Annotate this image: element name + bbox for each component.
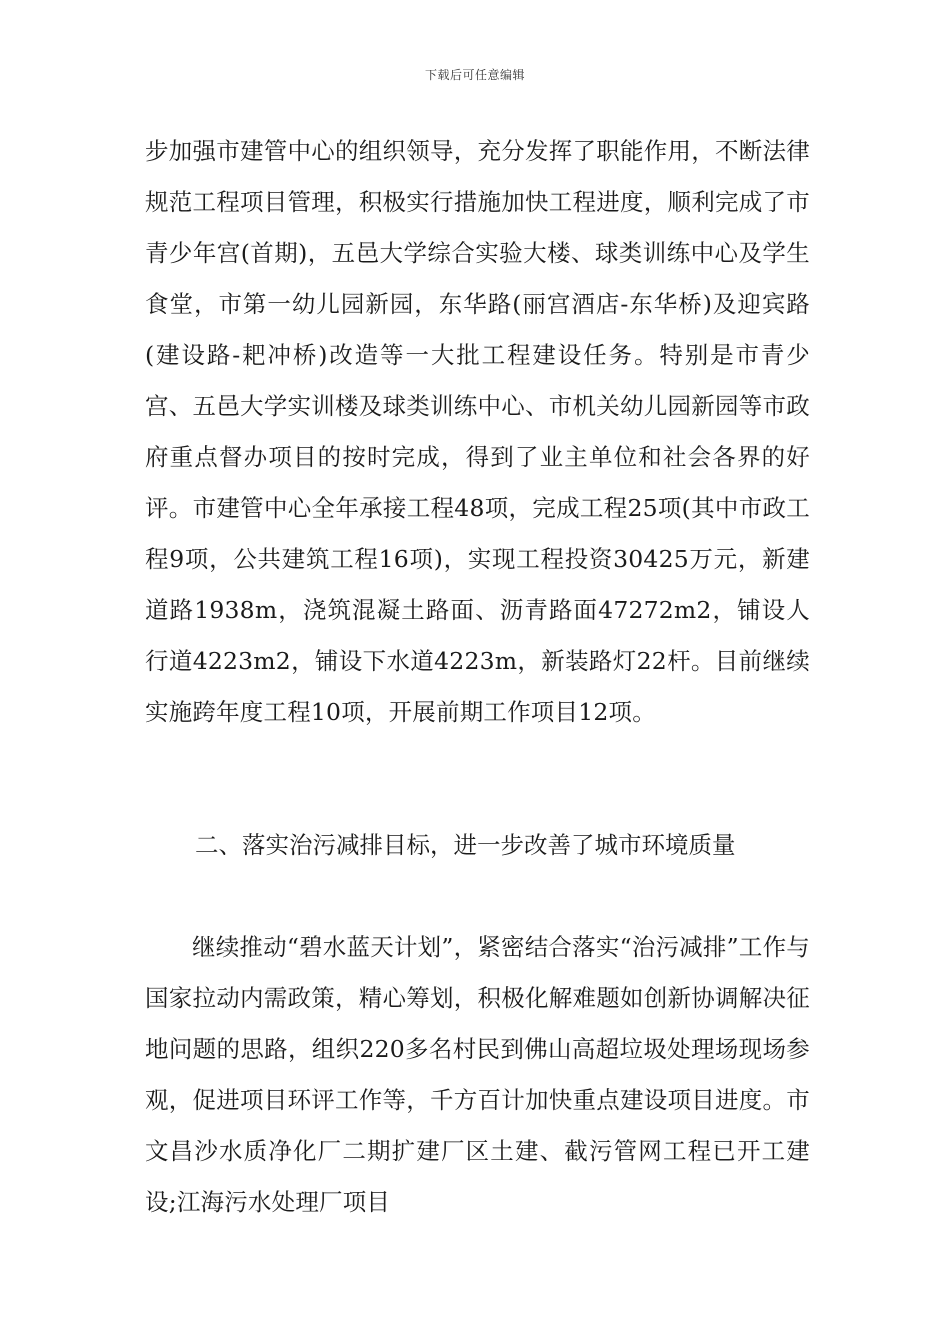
body-paragraph-2: 继续推动“碧水蓝天计划”，紧密结合落实“治污减排”工作与国家拉动内需政策，精心筹划，积极化解难题如创新协调解决征地问题的思路，组织220多名村民到佛山高超垃圾处理场现场参观，促进项目环评工作等，千方百计加快重点建设项目进度。市文昌沙水质净化厂二期扩建厂区土建、截污管网工程已开工建设;江海污水处理厂项目 — [145, 933, 810, 1216]
page-header-note: 下载后可任意编辑 — [424, 68, 525, 82]
section-heading: 二、落实治污减排目标，进一步改善了城市环境质量 — [195, 831, 736, 859]
body-paragraph-1: 步加强市建管中心的组织领导，充分发挥了职能作用，不断法律规范工程项目管理，积极实行措施加快工程进度，顺利完成了市青少年宫(首期)，五邑大学综合实验大楼、球类训练中心及学生食堂，市第一幼儿园新园，东华路(丽宫酒店-东华桥)及迎宾路(建设路-耙冲桥)改造等一大批工程建设任务。特别是市青少宫、五邑大学实训楼及球类训练中心、市机关幼儿园新园等市政府重点督办项目的按时完成，得到了业主单位和社会各界的好评。市建管中心全年承接工程48项，完成工程25项(其中市政工程9项，公共建筑工程16项)，实现工程投资30425万元，新建道路1938m，浇筑混凝土路面、沥青路面47272m2，铺设人行道4223m2，铺设下水道4223m，新装路灯22杆。目前继续实施跨年度工程10项，开展前期工作项目12项。 — [145, 137, 810, 726]
